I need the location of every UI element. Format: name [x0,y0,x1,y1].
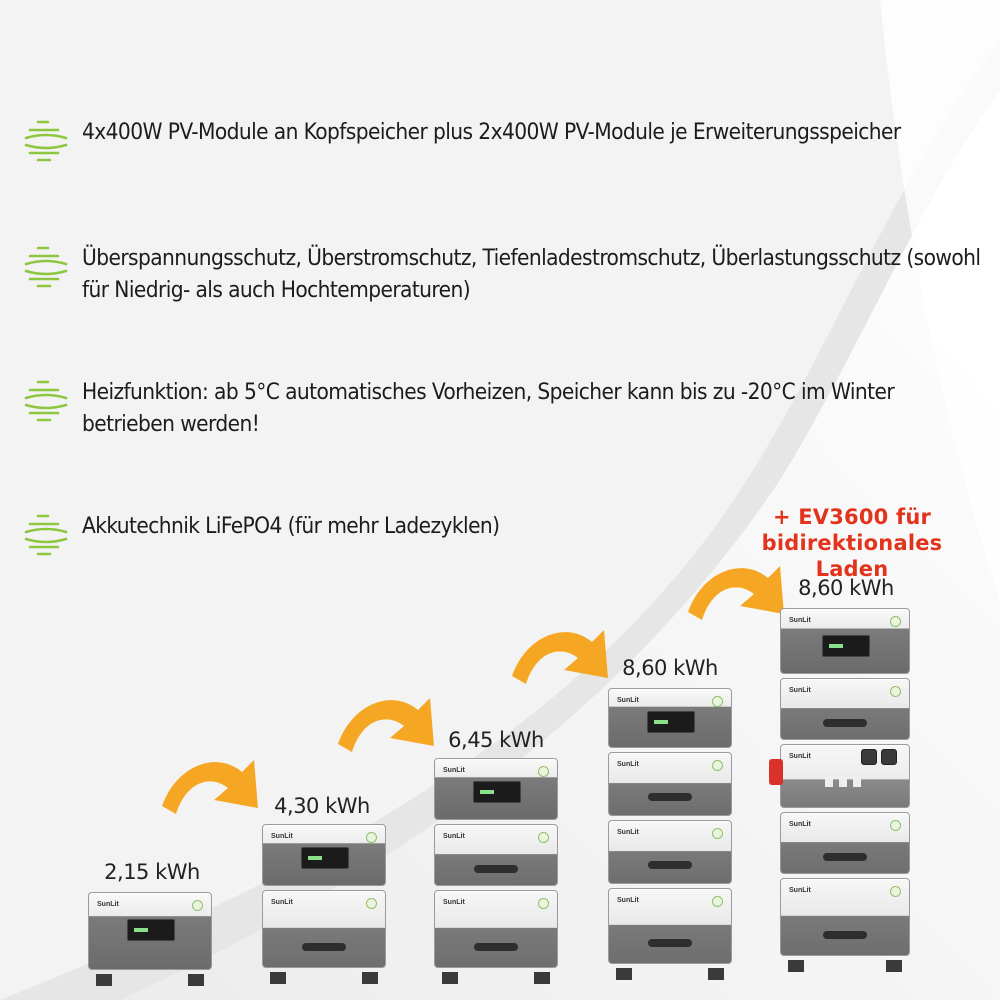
battery-stack [434,758,558,984]
battery-expansion-module [434,824,558,886]
feature-text: Überspannungsschutz, Überstromschutz, Tiefenladestromschutz, Überlastungsschutz (sowohl für Niedrig- als auch Hochtemperaturen) [82,245,981,303]
status-display [301,847,349,869]
wave-lines-icon [24,512,68,558]
battery-stack [88,892,212,986]
brand-logo: SunLit [789,821,811,828]
power-button-icon [712,696,723,707]
ev-socket-icon [881,749,897,765]
power-button-icon [538,832,549,843]
battery-head-module [434,758,558,820]
battery-expansion-module [608,820,732,884]
module-handle [823,931,867,939]
capacity-label: 8,60 kWh [798,576,894,600]
feature-text: Akkutechnik LiFePO4 (für mehr Ladezyklen) [82,513,500,539]
power-button-icon [712,828,723,839]
power-button-icon [890,616,901,627]
module-handle [474,865,518,873]
battery-head-module [88,892,212,970]
battery-stack [608,688,732,980]
brand-logo: SunLit [443,767,465,774]
feature-item [24,116,984,164]
battery-head-module [608,688,732,748]
brand-logo: SunLit [789,687,811,694]
ev-note-line1: + EV3600 für [772,505,932,529]
capacity-label: 6,45 kWh [448,728,544,752]
module-handle [823,853,867,861]
power-button-icon [538,766,549,777]
battery-expansion-module [780,878,910,956]
module-handle [648,793,692,801]
module-handle [823,719,867,727]
brand-logo: SunLit [789,887,811,894]
status-display [822,635,870,657]
stack-feet [434,972,558,984]
brand-logo: SunLit [443,899,465,906]
power-button-icon [712,760,723,771]
feature-item [24,376,984,440]
stack-feet [780,960,910,972]
curved-arrow-icon [334,680,444,770]
battery-expansion-module [608,888,732,964]
brand-logo: SunLit [271,899,293,906]
brand-logo: SunLit [271,833,293,840]
power-button-icon [538,898,549,909]
battery-expansion-module [262,890,386,968]
red-plug-icon [769,759,783,785]
brand-logo: SunLit [97,901,119,908]
battery-expansion-module [780,812,910,874]
battery-head-module [262,824,386,886]
power-button-icon [890,886,901,897]
ev-charger-module [780,744,910,808]
brand-logo: SunLit [617,697,639,704]
battery-head-module [780,608,910,674]
module-handle [648,861,692,869]
status-display [473,781,521,803]
battery-stack [262,824,386,984]
feature-text: Heizfunktion: ab 5°C automatisches Vorheizen, Speicher kann bis zu -20°C im Winter betrieben werden! [82,379,895,437]
module-handle [648,939,692,947]
module-handle [302,943,346,951]
power-button-icon [366,898,377,909]
curved-arrow-icon [684,548,794,638]
feature-text: 4x400W PV-Module an Kopfspeicher plus 2x400W PV-Module je Erweiterungsspeicher [82,119,901,145]
ev-socket-icon [861,749,877,765]
brand-logo: SunLit [617,897,639,904]
battery-expansion-module [608,752,732,816]
stack-feet [262,972,386,984]
stack-feet [608,968,732,980]
curved-arrow-icon [508,612,618,702]
status-display [127,919,175,941]
ev-note-line2: bidirektionales Laden [761,531,943,581]
brand-logo: SunLit [617,829,639,836]
power-button-icon [192,900,203,911]
capacity-label: 8,60 kWh [622,656,718,680]
curved-arrow-icon [158,742,268,832]
brand-logo: SunLit [443,833,465,840]
module-handle [474,943,518,951]
control-buttons [825,777,865,787]
status-display [647,711,695,733]
brand-logo: SunLit [789,753,811,760]
power-button-icon [890,686,901,697]
battery-expansion-module [780,678,910,740]
wave-lines-icon [24,118,68,164]
power-button-icon [712,896,723,907]
wave-lines-icon [24,244,68,290]
capacity-label: 2,15 kWh [104,860,200,884]
power-button-icon [366,832,377,843]
wave-lines-icon [24,378,68,424]
stack-feet [88,974,212,986]
brand-logo: SunLit [789,617,811,624]
brand-logo: SunLit [617,761,639,768]
feature-item [24,242,984,306]
battery-expansion-module [434,890,558,968]
capacity-label: 4,30 kWh [274,794,370,818]
power-button-icon [890,820,901,831]
battery-stack [780,608,910,972]
